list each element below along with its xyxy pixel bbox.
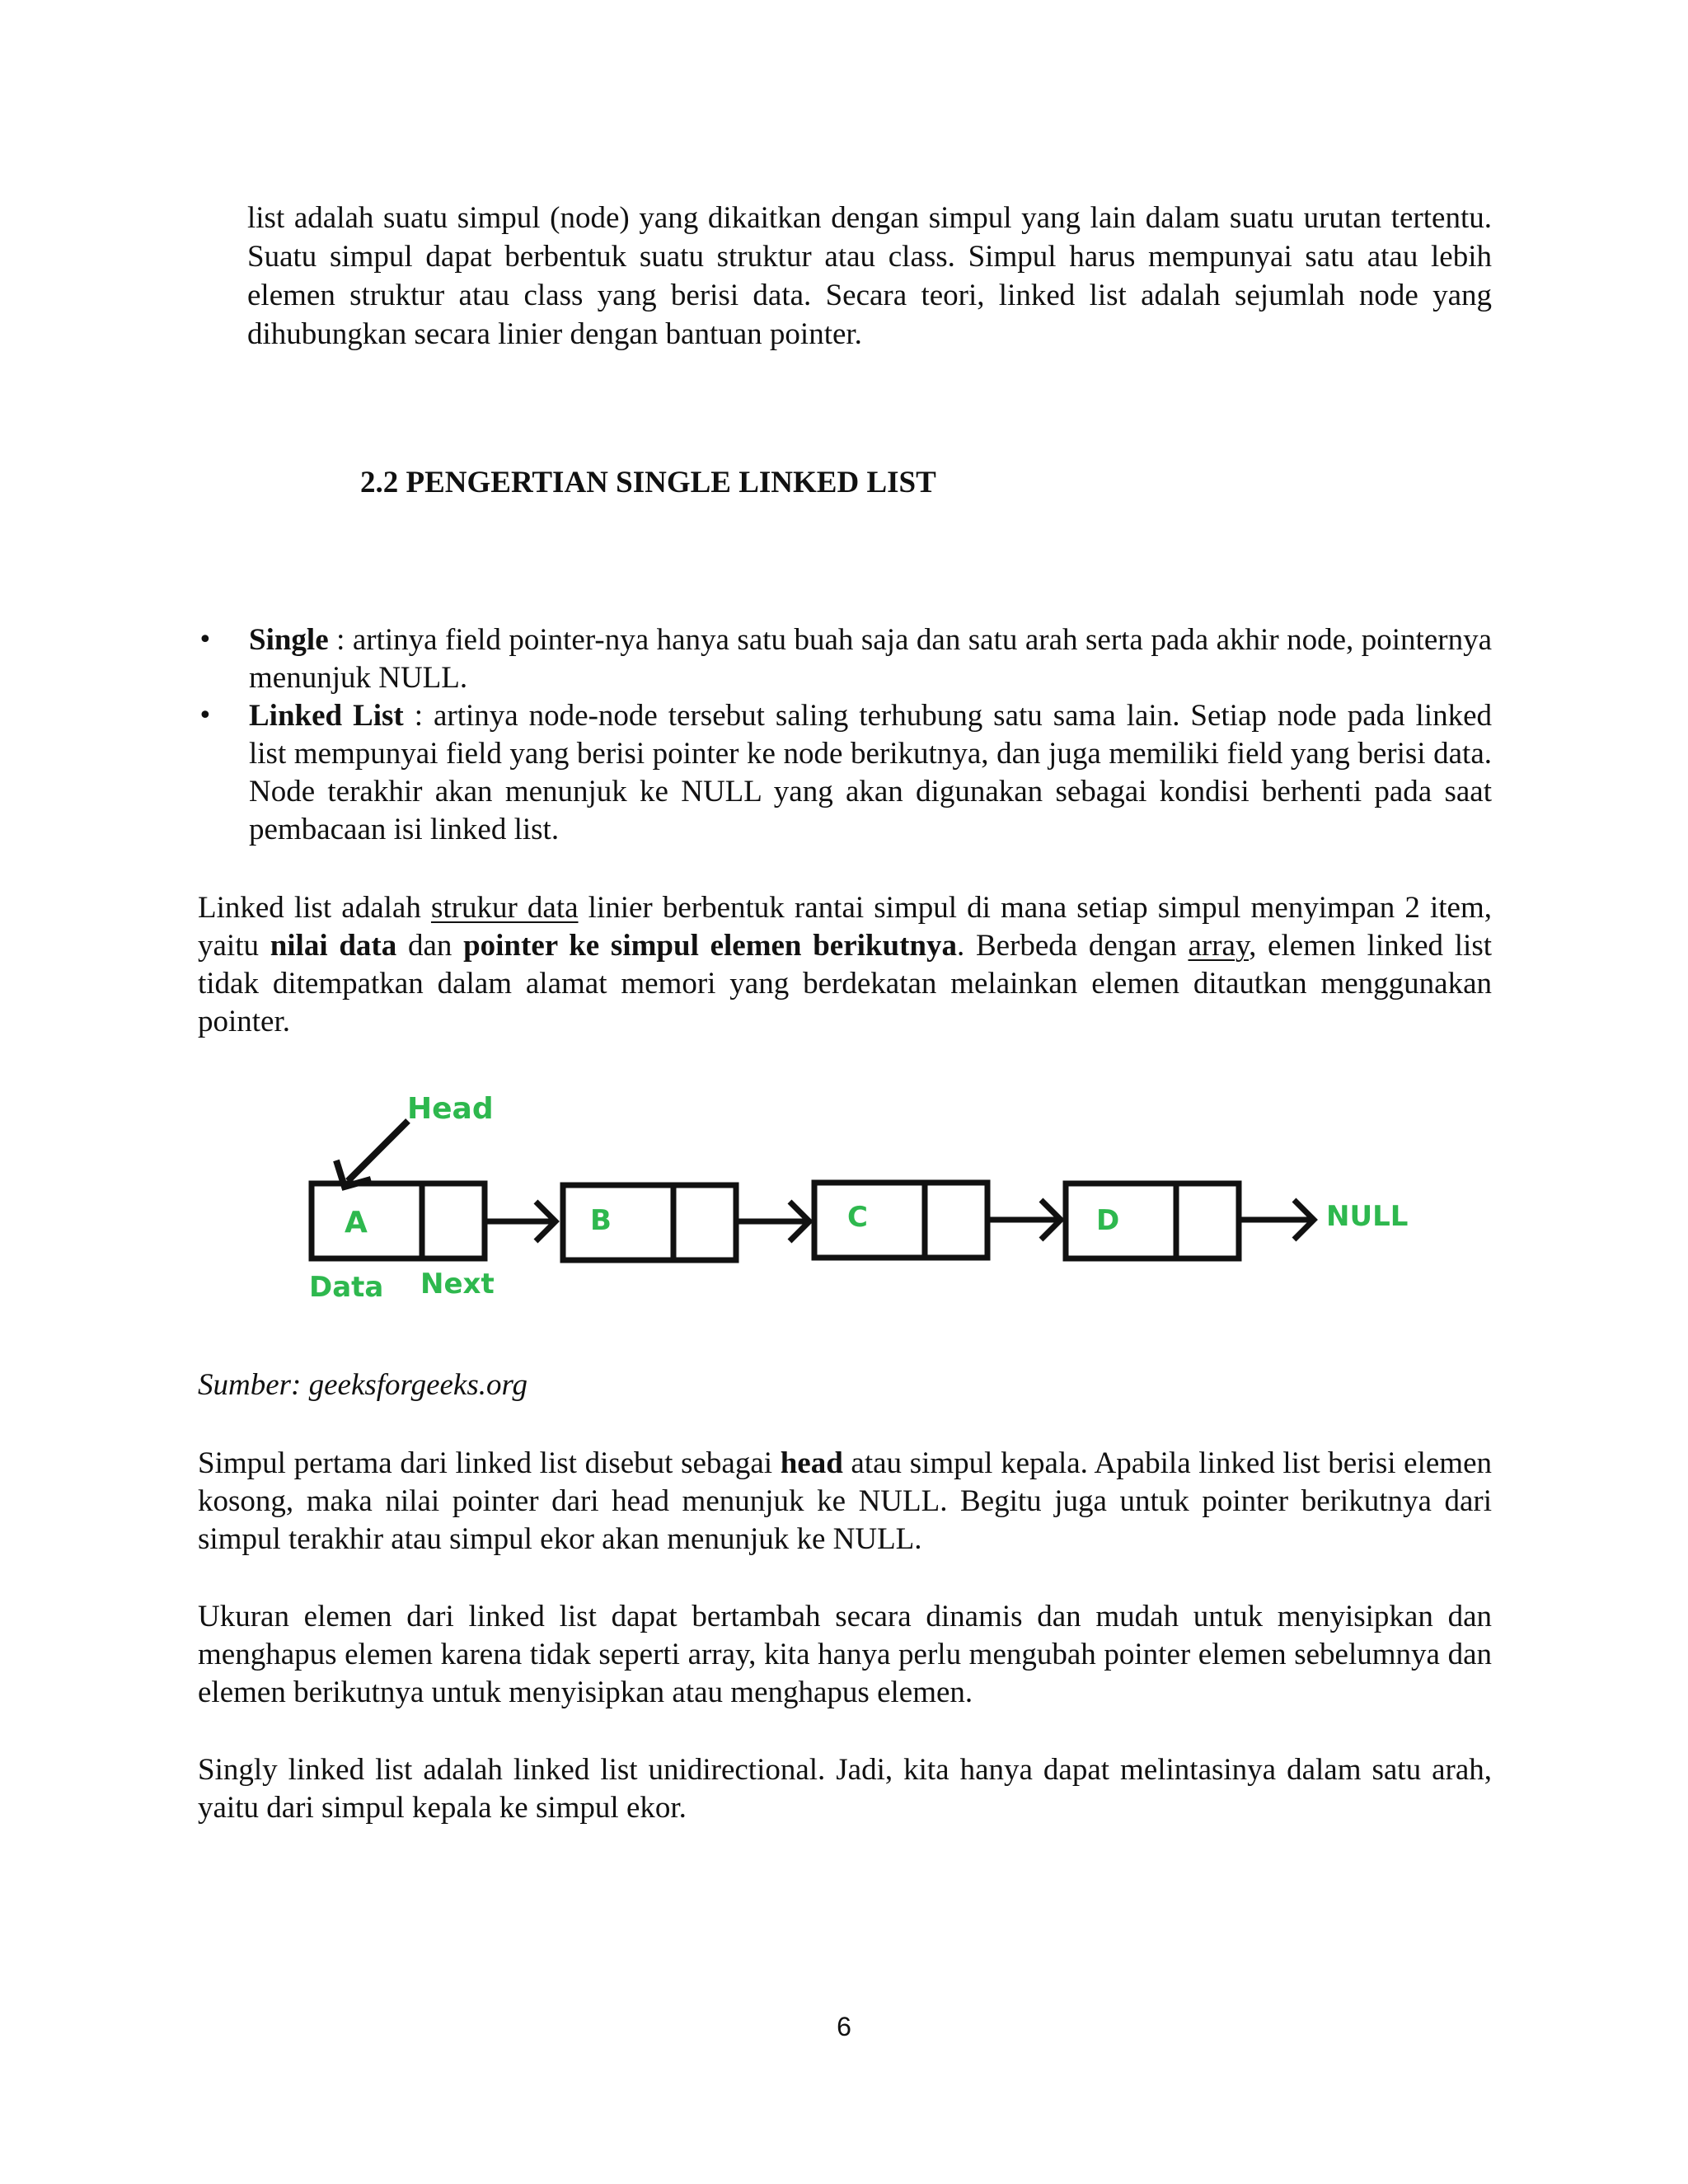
- definition-bullet-list: [198, 621, 1492, 849]
- bullet-icon: •: [198, 626, 213, 654]
- bold-text: head: [780, 1446, 843, 1480]
- bullet-icon: •: [198, 701, 213, 730]
- node-c-box: [814, 1183, 987, 1258]
- text-run: . Berbeda dengan: [956, 929, 1189, 963]
- singly-paragraph: Singly linked list adalah linked list unidirectional. Jadi, kita hanya dapat melintasinya dalam satu arah, yaitu dari simpul kepala ke simpul ekor.: [198, 1753, 1492, 1825]
- text-run: Simpul pertama dari linked list disebut sebagai: [198, 1446, 781, 1480]
- bullet-term: Linked List: [249, 699, 404, 733]
- bullet-single: [198, 621, 1492, 697]
- text-run: dan: [396, 929, 464, 963]
- head-arrow-line: [348, 1121, 408, 1181]
- bullet-text: : artinya field pointer-nya hanya satu buah saja dan satu arah serta pada akhir node, pointernya menunjuk NULL.: [249, 623, 1492, 695]
- bullet-term: Single: [249, 623, 329, 657]
- text-run: atau simpul kepala. Apabila linked list berisi elemen kosong, maka nilai pointer dari head menunjuk ke NULL. Begitu juga untuk pointer berikutnya dari simpul terakhir atau simpul ekor akan menunjuk ke NULL.: [198, 1446, 1492, 1556]
- linked-list-diagram: [297, 1080, 1434, 1319]
- intro-paragraph: list adalah suatu simpul (node) yang dikaitkan dengan simpul yang lain dalam suatu urutan tertentu. Suatu simpul dapat berbentuk suatu struktur atau class. Simpul harus mempunyai satu atau lebih elemen struktur atau class yang berisi data. Secara teori, linked list adalah sejumlah node yang dihubungkan secara linier dengan bantuan pointer.: [247, 201, 1492, 351]
- next-label: Next: [420, 1268, 495, 1301]
- text-run: , elemen linked list tidak ditempatkan dalam alamat memori yang berdekatan melainkan elemen ditautkan menggunakan pointer.: [198, 929, 1492, 1038]
- data-label: Data: [309, 1271, 384, 1304]
- bold-text: nilai data: [270, 929, 397, 963]
- figure-caption: Sumber: geeksforgeeks.org: [198, 1368, 528, 1402]
- null-label: NULL: [1326, 1200, 1409, 1233]
- strukur-data-link[interactable]: strukur data: [430, 891, 579, 925]
- node-b-label: B: [590, 1204, 612, 1237]
- head-label: Head: [407, 1092, 494, 1126]
- definition-paragraph: [198, 889, 1492, 1041]
- head-paragraph: [198, 1445, 1492, 1558]
- node-d-label: D: [1096, 1204, 1120, 1237]
- text-run: Linked list adalah: [198, 891, 431, 925]
- size-paragraph: Ukuran elemen dari linked list dapat bertambah secara dinamis dan mudah untuk menyisipkan dan menghapus elemen karena tidak seperti array, kita hanya perlu mengubah pointer elemen sebelumnya dan elemen berikutnya untuk menyisipkan atau menghapus elemen.: [198, 1600, 1492, 1709]
- bullet-text: : artinya node-node tersebut saling terhubung satu sama lain. Setiap node pada linked list mempunyai field yang berisi pointer ke node berikutnya, dan juga memiliki field yang berisi data. Node terakhir akan menunjuk ke NULL yang akan digunakan sebagai kondisi berhenti pada saat pembacaan isi linked list.: [249, 699, 1493, 846]
- node-d-box: [1066, 1183, 1239, 1258]
- bold-text: pointer ke simpul elemen berikutnya: [463, 929, 957, 963]
- bullet-linked-list: [198, 697, 1492, 849]
- node-a-box: [312, 1183, 485, 1258]
- text-run: linier berbentuk rantai simpul di mana setiap simpul menyimpan 2 item, yaitu: [198, 891, 1492, 963]
- node-b-box: [563, 1185, 736, 1260]
- array-link[interactable]: array: [1188, 929, 1250, 963]
- node-c-label: C: [847, 1201, 868, 1234]
- node-a-label: A: [345, 1206, 368, 1240]
- section-heading: 2.2 PENGERTIAN SINGLE LINKED LIST: [360, 466, 936, 499]
- page-number: 6: [837, 2012, 851, 2041]
